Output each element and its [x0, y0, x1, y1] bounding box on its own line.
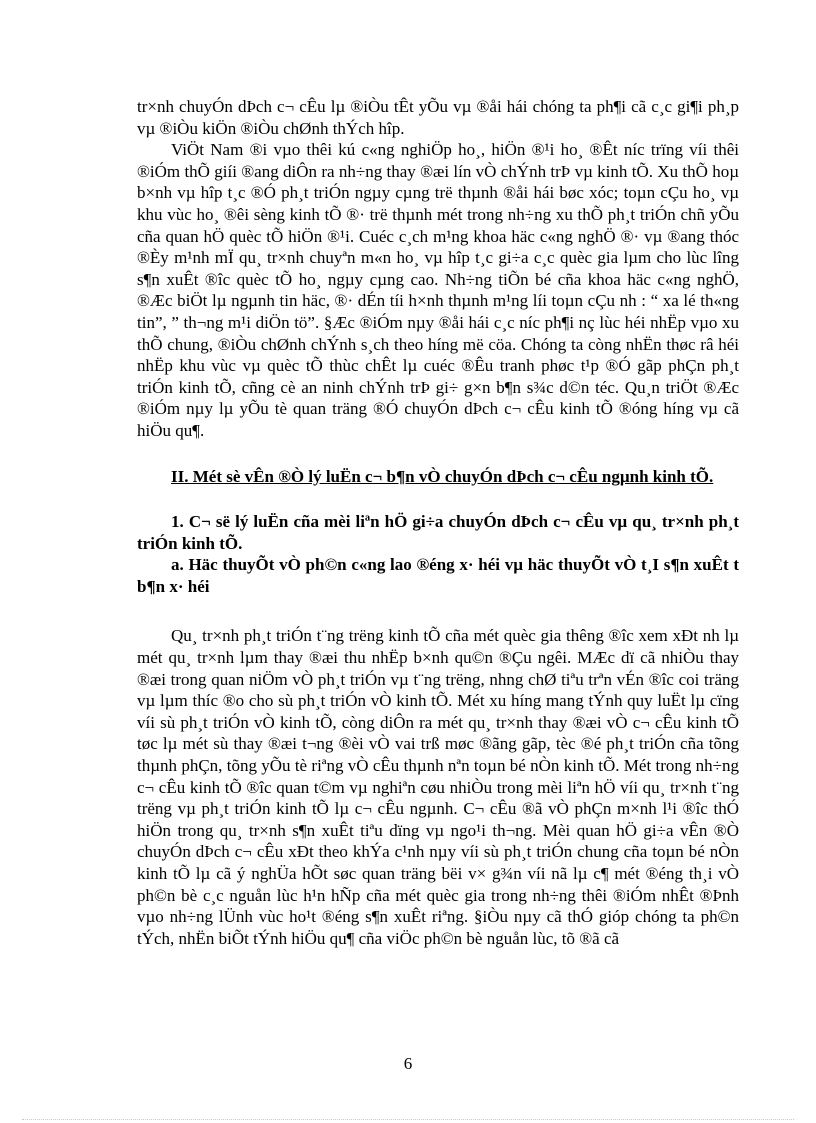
paragraph-vietnam-context: ViÖt Nam ®i vµo thêi kú c«ng nghiÖp ho¸, hiÖn ®¹i ho¸ ®Êt níc trïng víi thêi ®iÓm thÕ giíi ®ang diÔn ra nh÷ng thay ®æi lín vÒ chÝnh trÞ vµ kinh tÕ. Xu thÕ hoµ b×nh vµ hîp t¸c ®Ó ph¸t triÓn ngµy cµng trë thµnh ®åi hái bøc xóc; toµn cÇu ho¸ vµ khu vùc ho¸ ®êi sèng kinh tÕ ®· trë thµnh mét trong nh÷ng xu thÕ ph¸t triÓn chñ yÕu cña quan hÖ quèc tÕ hiÖn ®¹i. Cuéc c¸ch m¹ng khoa häc c«ng nghÖ ®· vµ ®ang thóc ®Èy m¹nh mÏ qu¸ tr×nh chuyªn m«n ho¸ vµ hîp t¸c gi÷a c¸c quèc gia lµm cho lùc lîng s¶n xuÊt ®îc quèc tÕ ho¸ ngµy cµng cao. Nh÷ng tiÕn bé cña khoa häc c«ng nghÖ, ®Æc biÖt lµ ngµnh tin häc, ®· dÉn tíi h×nh thµnh m¹ng líi toµn cÇu nh : “ xa lé th«ng tin”, ” th¬ng m¹i diÖn tö”. §Æc ®iÓm nµy ®åi hái c¸c níc ph¶i nç lùc héi nhËp vµo xu thÕ chung, ®iÒu chØnh chÝnh s¸ch theo híng më cöa. Chóng ta còng nhËn thøc râ héi nhËp khu vùc vµ quèc tÕ thùc chÊt lµ cuéc ®Êu tranh phøc t¹p ®Ó gãp phÇn ph¸t triÓn kinh tÕ, cñng cè an ninh chÝnh trÞ gi÷ g×n b¶n s¾c d©n téc. Qu¸n triÖt ®Æc ®iÓm nµy lµ yÕu tè quan träng ®Ó chuyÓn dÞch c¬ cÊu kinh tÕ ®óng híng vµ cã hiÖu qu¶. [137, 140, 739, 440]
paragraph-development-process: Qu¸ tr×nh ph¸t triÓn t¨ng trëng kinh tÕ cña mét quèc gia thêng ®îc xem xÐt nh lµ mét qu¸ tr×nh lµm thay ®æi thu nhËp b×nh qu©n ®Çu ngêi. MÆc dï cã nhiÒu thay ®æi trong quan niÖm vÒ ph¸t triÓn vµ t¨ng trëng, nhng chØ tiªu trªn vÉn ®îc coi träng vµ lµm thíc ®o cho sù ph¸t triÓn vÒ kinh tÕ. Mét xu híng mang tÝnh quy luËt lµ cïng víi sù ph¸t triÓn vÒ kinh tÕ, còng diÔn ra mét qu¸ tr×nh thay ®æi vÒ c¬ cÊu kinh tÕ tøc lµ mét sù thay ®æi t¬ng ®èi vÒ vai trß møc ®ãng gãp, tèc ®é ph¸t triÓn cña tõng thµnh phÇn, tõng yÕu tè riªng vÒ cÊu thµnh nªn toµn bé nÒn kinh tÕ. Mét trong nh÷ng c¬ cÊu kinh tÕ ®îc quan t©m vµ nghiªn cøu nhiÒu trong mèi liªn hÖ víi qu¸ tr×nh t¨ng trëng vµ ph¸t triÓn kinh tÕ lµ c¬ cÊu ngµnh. C¬ cÊu ®ã vÒ phÇn m×nh l¹i ®îc thÓ hiÖn trong qu¸ tr×nh s¶n xuÊt tiªu dïng vµ ngo¹i th¬ng. Mèi quan hÖ gi÷a vÊn ®Ò chuyÓn dÞch c¬ cÊu xÐt theo khÝa c¹nh nµy víi sù ph¸t triÓn chung cña toµn bé nÒn kinh tÕ lµ cã ý nghÜa hÕt søc quan träng bëi v× g¾n víi nã lµ c¶ mét ®éng th¸i vÒ ph©n bè c¸c nguån lùc h¹n hÑp cña mét quèc gia trong nh÷ng thêi ®iÓm nhÊt ®Þnh vµo nh÷ng lÜnh vùc ho¹t ®éng s¶n xuÊt riªng. §iÒu nµy cã thÓ gióp chóng ta ph©n tÝch, nhËn biÕt tÝnh hiÖu qu¶ cña viÖc ph©n bè nguån lùc, tõ ®ã cã [137, 626, 739, 948]
subsection-heading-1: 1. C¬ së lý luËn cña mèi liªn hÖ gi÷a chuyÓn dÞch c¬ cÊu vµ qu¸ tr×nh ph¸t triÓn kinh tÕ. [137, 512, 739, 553]
spacer [137, 597, 739, 625]
section-heading-ii: II. Mét sè vÊn ®Ò lý luËn c¬ b¶n vÒ chuyÓn dÞch c¬ cÊu ngµnh kinh tÕ. [171, 466, 714, 486]
spacer [137, 442, 739, 466]
page-footer-rule [22, 1119, 794, 1120]
page-number: 6 [403, 1054, 413, 1073]
paragraph-continuation: tr×nh chuyÓn dÞch c¬ cÊu lµ ®iÒu tÊt yÕu vµ ®åi hái chóng ta ph¶i cã c¸c gi¶i ph¸p vµ ®iÒu kiÖn ®iÒu chØnh thÝch hîp. [137, 97, 739, 138]
subsection-heading-a: a. Häc thuyÕt vÒ ph©n c«ng lao ®éng x· héi vµ häc thuyÕt vÒ t¸I s¶n xuÊt t b¶n x· héi [137, 555, 739, 596]
spacer [137, 487, 739, 511]
document-page [137, 96, 739, 949]
